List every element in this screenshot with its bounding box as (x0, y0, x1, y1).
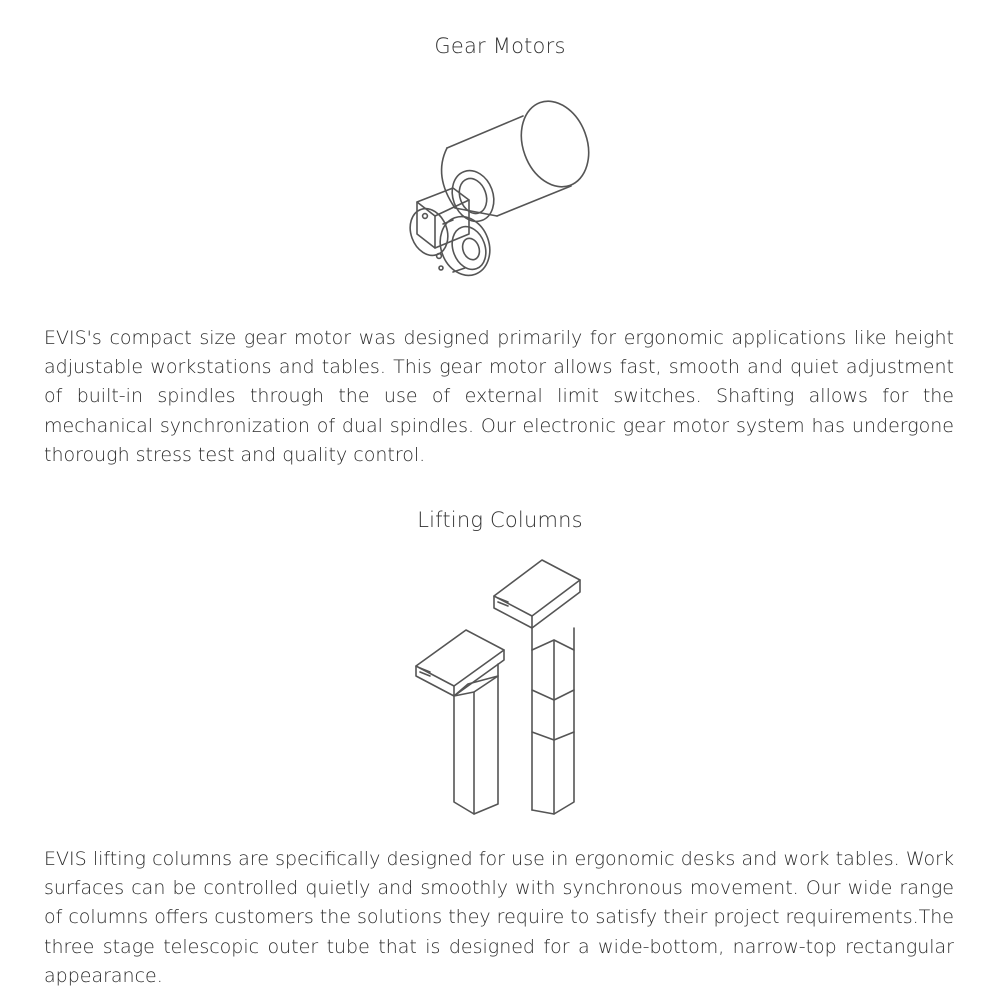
gear-motors-description: EVIS's compact size gear motor was designed primarily for ergonomic applications like height adjustable workstations and tables. This gear motor allows fast, smooth and quiet adjustment of built-in spindles through the use of external limit switches. Shafting allows for the mechanical synchronization of dual spindles. Our electronic gear motor system has undergone thorough stress test and quality control. (44, 327, 954, 466)
section-title-gear-motors: Gear Motors (434, 34, 566, 58)
section-title-lifting-columns: Lifting Columns (417, 508, 583, 532)
lifting-columns-illustration (408, 552, 598, 817)
gear-motor-illustration (395, 96, 605, 286)
lifting-columns-description: EVIS lifting columns are specifically designed for use in ergonomic desks and work tables. Work surfaces can be controlled quietly and smoothly with synchronous movement. Our wide range of columns offers customers the solutions they require to satisfy their project requirements.The three stage telescopic outer tube that is designed for a wide-bottom, narrow-top rectangular appearance. (44, 848, 954, 987)
